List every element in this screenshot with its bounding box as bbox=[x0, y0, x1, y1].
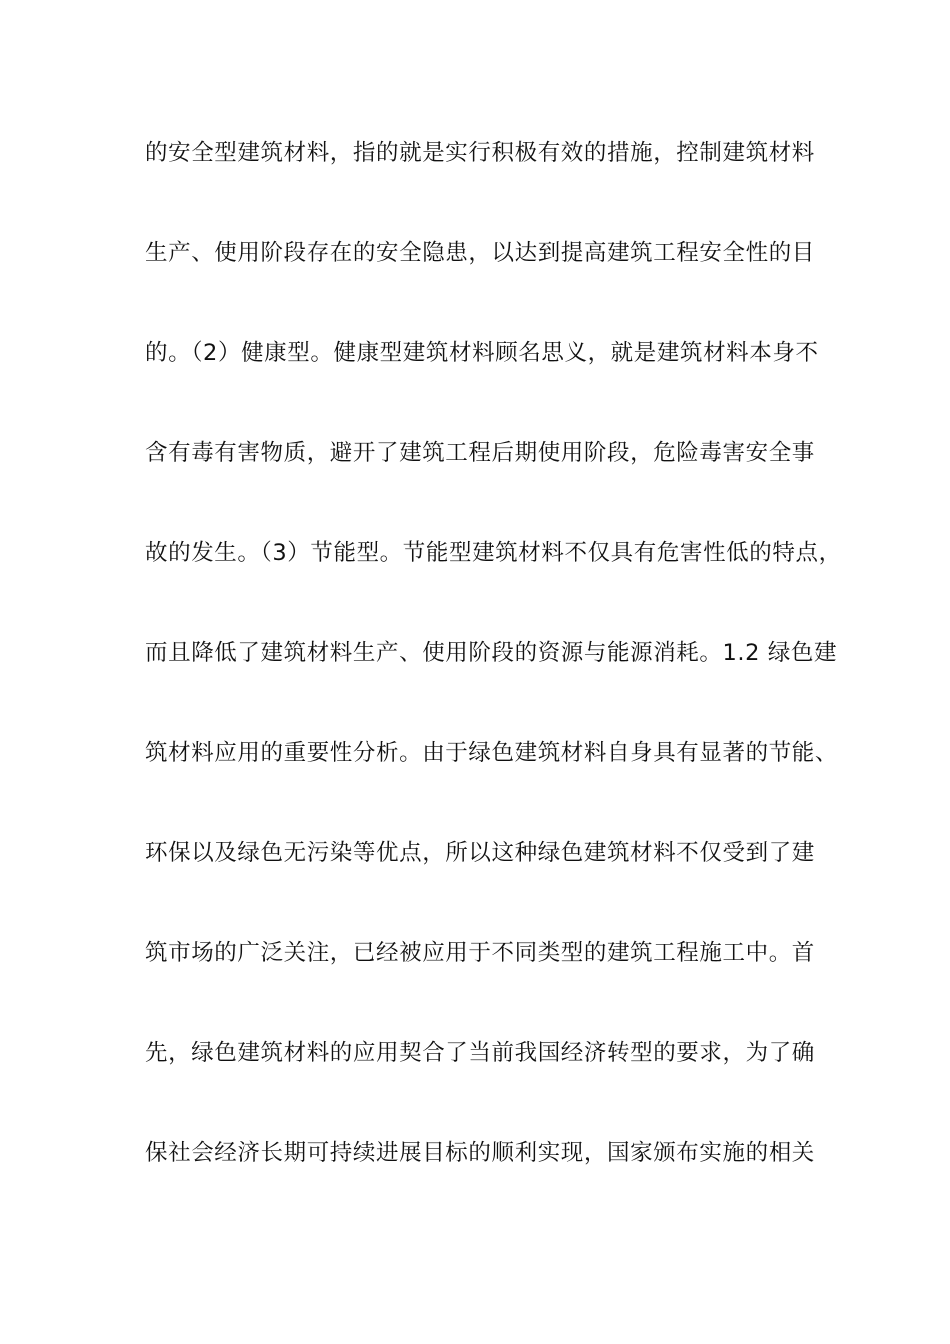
text-line-2: 生产、使用阶段存在的安全隐患，以达到提高建筑工程安全性的目 bbox=[145, 240, 815, 266]
text-line-9: 筑市场的广泛关注，已经被应用于不同类型的建筑工程施工中。首 bbox=[145, 940, 815, 966]
text-line-10: 先，绿色建筑材料的应用契合了当前我国经济转型的要求，为了确 bbox=[145, 1040, 815, 1066]
text-line-6: 而且降低了建筑材料生产、使用阶段的资源与能源消耗。1.2 绿色建 bbox=[145, 640, 838, 666]
text-line-5: 故的发生。（3）节能型。节能型建筑材料不仅具有危害性低的特点， bbox=[145, 540, 842, 566]
body-text bbox=[145, 133, 842, 1233]
text-line-4: 含有毒有害物质，避开了建筑工程后期使用阶段，危险毒害安全事 bbox=[145, 440, 815, 466]
text-line-8: 环保以及绿色无污染等优点，所以这种绿色建筑材料不仅受到了建 bbox=[145, 840, 815, 866]
text-line-11: 保社会经济长期可持续进展目标的顺利实现，国家颁布实施的相关 bbox=[145, 1140, 815, 1166]
text-line-7: 筑材料应用的重要性分析。由于绿色建筑材料自身具有显著的节能、 bbox=[145, 740, 839, 766]
text-line-1: 的安全型建筑材料，指的就是实行积极有效的措施，控制建筑材料 bbox=[145, 140, 815, 166]
text-line-3: 的。（2）健康型。健康型建筑材料顾名思义，就是建筑材料本身不 bbox=[145, 340, 819, 366]
